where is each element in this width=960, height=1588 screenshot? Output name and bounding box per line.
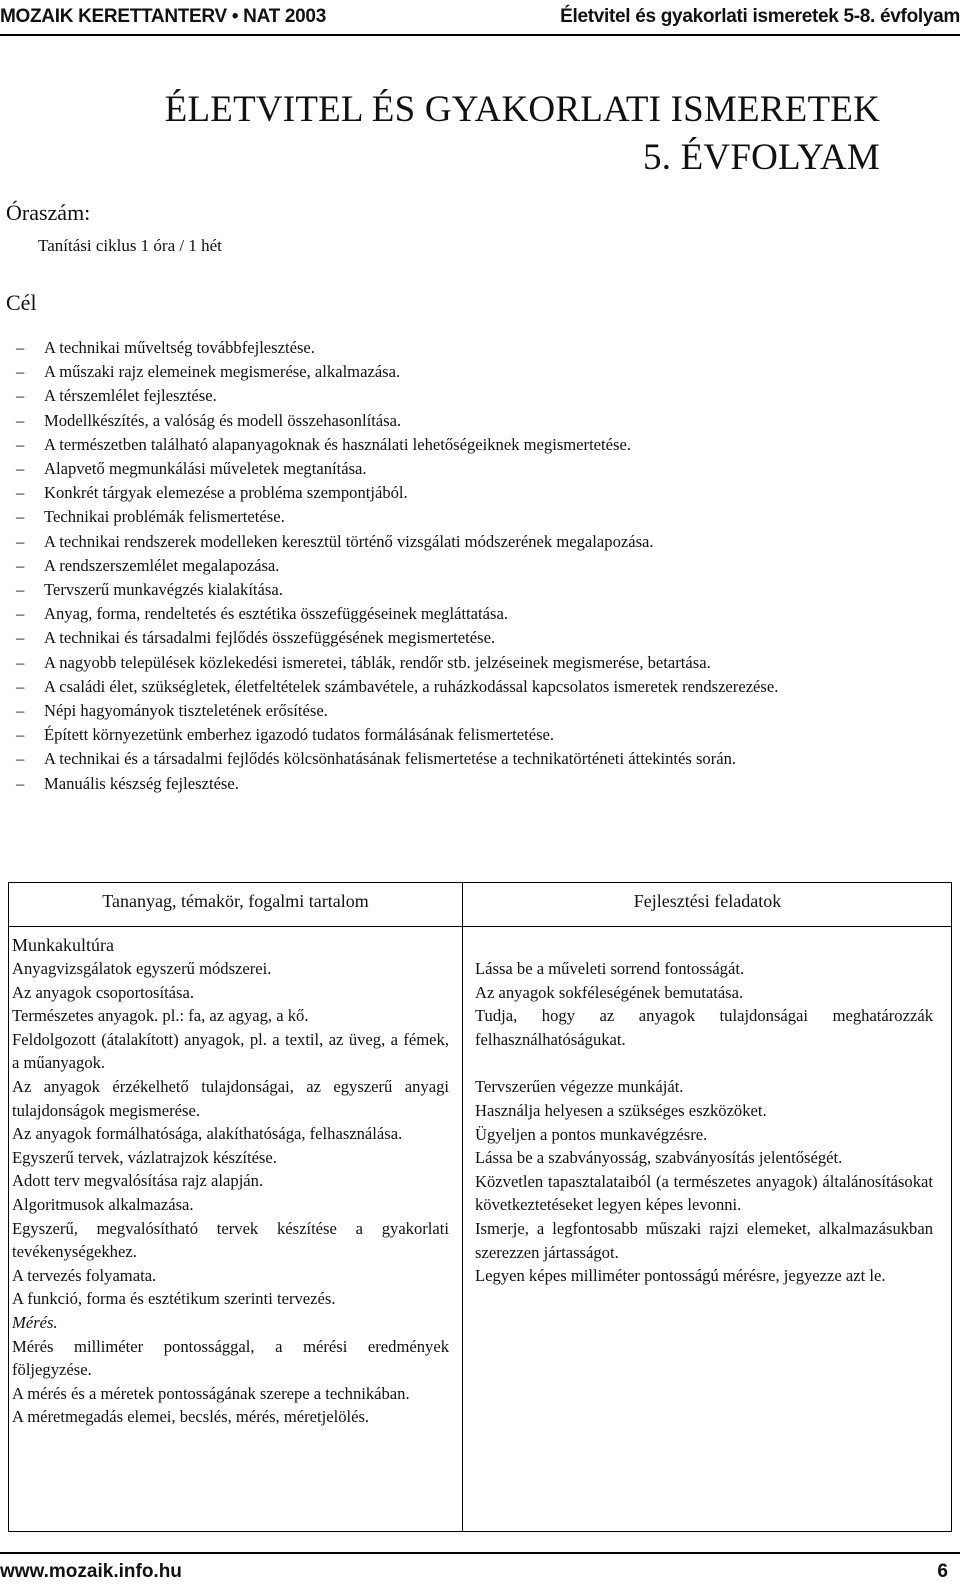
goal-item [16, 360, 948, 384]
task-line: Az anyagok sokféleségének bemutatása. [475, 982, 744, 1002]
goal-item [16, 723, 948, 747]
task-line: Ismerje, a legfontosabb műszaki rajzi elemeket, alkalmazásukban szerezzen jártasságot. [475, 1218, 933, 1262]
goal-item [16, 336, 948, 360]
goal-text: Technikai problémák felismertetése. [44, 507, 285, 527]
content-line: Az anyagok csoportosítása. [12, 982, 195, 1002]
dash-bullet: – [16, 459, 25, 479]
goal-text: A technikai rendszerek modelleken keresztül történő vizsgálati módszerének megalapozása. [44, 531, 654, 551]
goal-item [16, 772, 948, 796]
goal-text: Konkrét tárgyak elemezése a probléma szempontjából. [44, 483, 408, 503]
dash-bullet: – [16, 507, 25, 527]
goal-list [16, 336, 948, 796]
goal-text: Épített környezetünk emberhez igazodó tudatos formálásának felismertetése. [44, 725, 555, 745]
task-line: Lássa be a műveleti sorrend fontosságát. [475, 959, 745, 978]
goal-item [16, 384, 948, 408]
goal-item [16, 578, 948, 602]
cel-heading: Cél [6, 290, 37, 315]
table-column-divider [462, 883, 463, 1531]
goal-item [16, 530, 948, 554]
task-line: Tervszerűen végezze munkáját. [475, 1077, 684, 1097]
content-line: Anyagvizsgálatok egyszerű módszerei. [12, 959, 272, 978]
goal-text: A rendszerszemlélet megalapozása. [44, 555, 280, 575]
table-header-divider [9, 926, 951, 927]
content-line: Az anyagok formálhatósága, alakíthatósága, felhasználása. [12, 1124, 403, 1144]
goal-item [16, 554, 948, 578]
page-number: 6 [937, 1561, 948, 1582]
goal-item [16, 699, 948, 723]
content-line: A tervezés folyamata. [12, 1265, 157, 1285]
task-line: Legyen képes milliméter pontosságú mérésre, jegyezze azt le. [475, 1266, 886, 1286]
goal-item [16, 505, 948, 529]
dash-bullet: – [16, 725, 25, 745]
goal-item [16, 626, 948, 650]
goal-text: A térszemlélet fejlesztése. [44, 386, 217, 406]
content-line: A mérés és a méretek pontosságának szerepe a technikában. [12, 1383, 410, 1403]
goal-item [16, 747, 948, 771]
content-line: Adott terv megvalósítása rajz alapján. [12, 1171, 264, 1191]
task-line: Használja helyesen a szükséges eszközöket. [475, 1100, 767, 1120]
goal-text: Manuális készség fejlesztése. [44, 773, 239, 793]
table-header-content: Tananyag, témakör, fogalmi tartalom [102, 891, 369, 911]
content-line: Egyszerű tervek, vázlatrajzok készítése. [12, 1147, 277, 1167]
goal-text: Anyag, forma, rendeltetés és esztétika összefüggéseinek megláttatása. [44, 604, 508, 624]
table-content-column [12, 933, 449, 1429]
dash-bullet: – [16, 386, 25, 406]
content-line: Természetes anyagok. pl.: fa, az agyag, a kő. [12, 1006, 309, 1026]
goal-text: Népi hagyományok tiszteletének erősítése. [44, 701, 328, 721]
goal-text: Alapvető megmunkálási műveletek megtanítása. [44, 459, 367, 479]
content-line: Mérés milliméter pontossággal, a mérési eredmények följegyzése. [12, 1336, 449, 1380]
content-line: Egyszerű, megvalósítható tervek készítése a gyakorlati tevékenységekhez. [12, 1218, 449, 1262]
goal-item [16, 602, 948, 626]
section-title: Munkakultúra [12, 935, 114, 955]
dash-bullet: – [16, 410, 25, 430]
content-line: Algoritmusok alkalmazása. [12, 1194, 194, 1214]
goal-text: A családi élet, szükségletek, életfeltételek számbavétele, a ruházkodással kapcsolatos ismeretek rendszerezése. [44, 676, 779, 696]
dash-bullet: – [16, 701, 25, 721]
dash-bullet: – [16, 628, 25, 648]
goal-item [16, 651, 948, 675]
page-footer [0, 1552, 960, 1588]
table-header-tasks: Fejlesztési feladatok [633, 891, 782, 911]
dash-bullet: – [16, 749, 25, 769]
content-line: A méretmegadás elemei, becslés, mérés, méretjelölés. [12, 1407, 370, 1427]
page-header [0, 0, 960, 36]
dash-bullet: – [16, 434, 25, 454]
task-line: Lássa be a szabványosság, szabványosítás jelentőségét. [475, 1148, 843, 1168]
dash-bullet: – [16, 580, 25, 600]
goal-text: A természetben található alapanyagoknak és használati lehetőségeiknek megismertetése. [44, 434, 631, 454]
table-tasks-column [475, 957, 933, 1288]
dash-bullet: – [16, 531, 25, 551]
footer-url: www.mozaik.info.hu [0, 1561, 182, 1582]
goal-text: Tervszerű munkavégzés kialakítása. [44, 580, 283, 600]
header-subject: Életvitel és gyakorlati ismeretek 5-8. évfolyam [560, 6, 960, 27]
page-title: ÉLETVITEL ÉS GYAKORLATI ISMERETEK [164, 89, 880, 130]
curriculum-table [8, 882, 952, 1532]
content-line: Az anyagok érzékelhető tulajdonságai, az egyszerű anyagi tulajdonságok megismerése. [12, 1076, 449, 1120]
content-line: A funkció, forma és esztétikum szerinti tervezés. [12, 1289, 336, 1309]
goal-item [16, 481, 948, 505]
content-line: Feldolgozott (átalakított) anyagok, pl. a textil, az üveg, a fémek, a műanyagok. [12, 1029, 449, 1073]
goal-item [16, 457, 948, 481]
task-line: Ügyeljen a pontos munkavégzésre. [475, 1124, 708, 1144]
oraszam-text: Tanítási ciklus 1 óra / 1 hét [38, 236, 222, 255]
oraszam-heading: Óraszám: [6, 200, 91, 225]
goal-text: A technikai műveltség továbbfejlesztése. [44, 338, 315, 357]
task-line: Közvetlen tapasztalataiból (a természetes anyagok) általánosításokat következtetéseket legyen képes levonni. [475, 1171, 933, 1215]
goal-text: A technikai és a társadalmi fejlődés kölcsönhatásának felismertetése a technikatörténeti áttekintés során. [44, 749, 737, 769]
goal-item [16, 675, 948, 699]
goal-item [16, 409, 948, 433]
page-subtitle: 5. ÉVFOLYAM [643, 137, 880, 178]
dash-bullet: – [16, 652, 25, 672]
dash-bullet: – [16, 555, 25, 575]
dash-bullet: – [16, 483, 25, 503]
dash-bullet: – [16, 676, 25, 696]
dash-bullet: – [16, 773, 25, 793]
goal-item [16, 433, 948, 457]
goal-text: Modellkészítés, a valóság és modell összehasonlítása. [44, 410, 402, 430]
goal-text: A technikai és társadalmi fejlődés összefüggésének megismertetése. [44, 628, 496, 648]
header-series: MOZAIK KERETTANTERV • NAT 2003 [0, 6, 326, 27]
content-line: Mérés. [12, 1312, 58, 1332]
dash-bullet: – [16, 362, 25, 382]
dash-bullet: – [16, 604, 25, 624]
dash-bullet: – [16, 338, 25, 357]
task-line: Tudja, hogy az anyagok tulajdonságai meghatározzák felhasználhatóságukat. [475, 1006, 933, 1049]
goal-text: A nagyobb települések közlekedési ismeretei, táblák, rendőr stb. jelzéseinek megismerése, betartása. [44, 652, 711, 672]
goal-text: A műszaki rajz elemeinek megismerése, alkalmazása. [44, 362, 401, 382]
